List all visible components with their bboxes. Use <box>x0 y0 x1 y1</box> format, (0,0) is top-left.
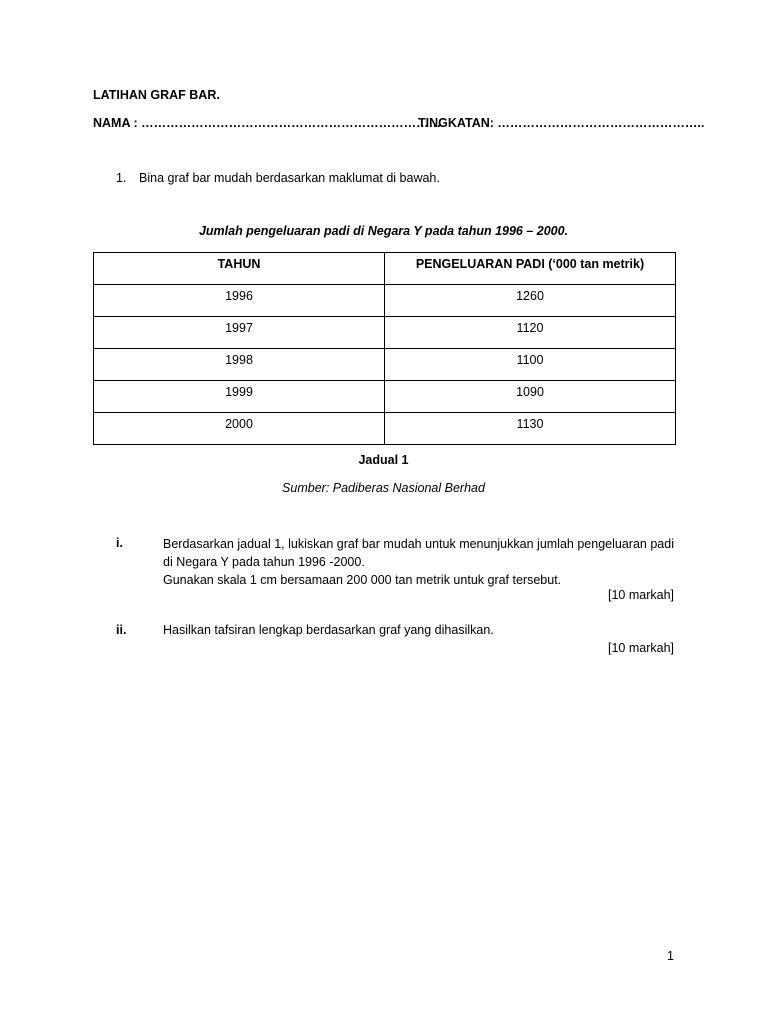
production-cell: 1090 <box>385 381 676 413</box>
table-row <box>94 381 676 413</box>
name-field-line: NAMA : ……………………………………………………………… <box>93 116 442 130</box>
form-level-field-line: TINGKATAN: ………………………………………….. <box>418 116 705 130</box>
production-cell: 1260 <box>385 285 676 317</box>
table-caption: Jumlah pengeluaran padi di Negara Y pada tahun 1996 – 2000. <box>198 224 569 238</box>
table-header-row <box>94 253 676 285</box>
page-number: 1 <box>667 949 674 963</box>
production-table <box>93 252 676 445</box>
column-header-production: PENGELUARAN PADI (‘000 tan metrik) <box>385 253 676 285</box>
part-ii-instruction: Hasilkan tafsiran lengkap berdasarkan graf yang dihasilkan. <box>163 623 494 637</box>
part-ii-number: ii. <box>116 623 127 637</box>
year-cell: 1996 <box>94 285 385 317</box>
worksheet-title: LATIHAN GRAF BAR. <box>93 88 220 102</box>
part-i-number: i. <box>116 536 123 550</box>
production-cell: 1130 <box>385 413 676 445</box>
table-row <box>94 317 676 349</box>
column-header-year: TAHUN <box>94 253 385 285</box>
part-i-scale-note: Gunakan skala 1 cm bersamaan 200 000 tan metrik untuk graf tersebut. <box>163 573 562 587</box>
question-number: 1. <box>116 171 127 185</box>
table-source: Sumber: Padiberas Nasional Berhad <box>282 481 485 495</box>
question-text: Bina graf bar mudah berdasarkan maklumat di bawah. <box>139 171 440 185</box>
year-cell: 1997 <box>94 317 385 349</box>
table-row <box>94 413 676 445</box>
year-cell: 1999 <box>94 381 385 413</box>
table-label: Jadual 1 <box>358 453 409 467</box>
table-row <box>94 349 676 381</box>
part-ii-marks: [10 markah] <box>607 641 674 655</box>
year-cell: 1998 <box>94 349 385 381</box>
production-cell: 1120 <box>385 317 676 349</box>
table-row <box>94 285 676 317</box>
production-cell: 1100 <box>385 349 676 381</box>
year-cell: 2000 <box>94 413 385 445</box>
part-i-marks: [10 markah] <box>607 588 674 602</box>
part-i-instruction: Berdasarkan jadual 1, lukiskan graf bar mudah untuk menunjukkan jumlah pengeluaran padi di Negara Y pada tahun 1996 -2000. <box>163 537 674 569</box>
